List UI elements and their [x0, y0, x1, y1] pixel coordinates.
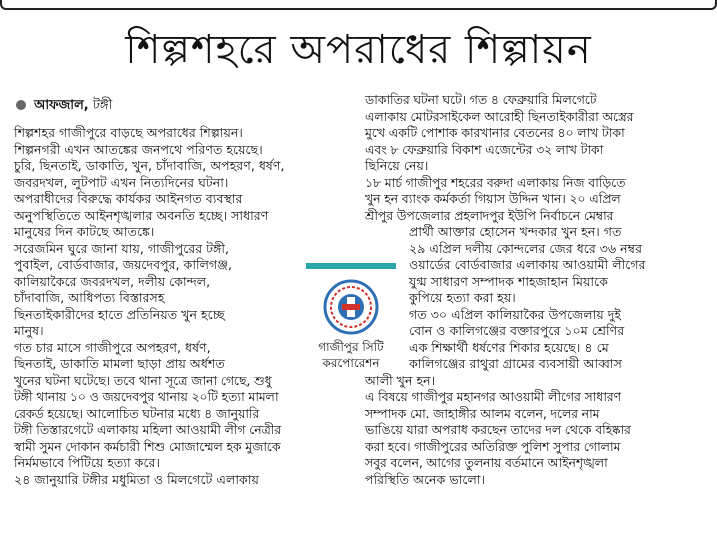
caption-line: গাজীপুর সিটি	[318, 340, 384, 354]
text-line: গত ৩০ এপ্রিল কালিয়াকৈর উপজেলায় দুই	[409, 306, 621, 322]
city-corporation-logo	[323, 279, 379, 335]
text-line: শ্রীপুর উপজেলার প্রহলাদপুর ইউপি নির্বাচনে মেম্বার	[365, 207, 614, 223]
text-line: মানুষ।	[14, 323, 44, 338]
logo-caption	[306, 339, 396, 371]
text-line: ওয়ার্ডের বোর্ডবাজার এলাকায় আওয়ামী লীগের	[409, 257, 646, 272]
text-line: টঙ্গী থানায় ১০ ও জয়দেবপুর থানায় ২০টি হত্যা মামলা	[14, 389, 279, 404]
text-line: আলী খুন হন।	[365, 372, 436, 388]
text-line: গত চার মাসে গাজীপুরে অপহরণ, ধর্ষণ,	[14, 339, 211, 355]
text-line: ছিনতাইকারীদের হাতে প্রতিনিয়ত খুন হচ্ছে	[14, 306, 225, 322]
text-line: সরেজমিন ঘুরে জানা যায়, গাজীপুরের টঙ্গী,	[14, 240, 229, 256]
text-line: অনুপস্থিতিতে আইনশৃঙ্খলার অবনতি হচ্ছে। সাধারণ	[14, 207, 269, 223]
text-line: ১৮ মার্চ গাজীপুর শহরের বরুদা এলাকায় নিজ বাড়িতে	[365, 174, 626, 190]
bullet-icon	[16, 100, 26, 110]
page-headline: শিল্পশহরে অপরাধের শিল্পায়ন	[125, 27, 592, 73]
text-line: সম্পাদক মো. জাহাঙ্গীর আলম বলেন, দলের নাম	[365, 405, 600, 421]
text-line: প্রার্থী আক্তার হোসেন খন্দকার খুন হন। গত	[409, 224, 622, 239]
text-line: ২৯ এপ্রিল দলীয় কোন্দলের জের ধরে ৩৬ নম্বর	[409, 240, 643, 256]
text-line: শিল্পনগরী এখন আতঙ্কের জনপথে পরিণত হয়েছে।	[14, 141, 263, 157]
text-line: রেকর্ড হয়েছে। আলোচিত ঘটনার মধ্যে ৪ জানুয়ারি	[14, 405, 260, 421]
text-line: ভাঙিয়ে যারা অপরাধ করছেন তাদের দল থেকে বহিষ্কার	[365, 422, 631, 437]
byline-author: আফজাল,	[34, 98, 89, 113]
text-line: চুরি, ছিনতাই, ডাকাতি, খুন, চাঁদাবাজি, অপহরণ, ধর্ষণ,	[14, 158, 285, 173]
text-line: এক শিক্ষার্থী ধর্ষণের শিকার হয়েছে। ৪ মে	[409, 339, 609, 355]
caption-line: করপোরেশন	[322, 356, 380, 370]
text-line: সবুর বলেন, আগের তুলনায় বর্তমানে আইনশৃঙ্খলা	[365, 455, 608, 470]
text-line: খুনের ঘটনা ঘটেছে। তবে থানা সূত্রে জানা গেছে, শুধু	[14, 372, 272, 388]
text-line: খুন হন ব্যাংক কর্মকর্তা গিয়াস উদ্দিন খান। ২০ এপ্রিল	[365, 191, 621, 206]
text-line: ছিনিয়ে নেয়।	[365, 158, 429, 173]
text-line: করা হবে। গাজীপুরের অতিরিক্ত পুলিশ সুপার গোলাম	[365, 438, 621, 454]
text-line: এবং ৮ ফেব্রুয়ারি বিকাশ এজেন্টের ৩২ লাখ টাকা	[365, 141, 604, 157]
text-line: টঙ্গী তিস্তারগেটে এলাকায় মহিলা আওয়ামী লীগ নেত্রীর	[14, 422, 281, 437]
byline-place: টঙ্গী	[92, 98, 113, 113]
emblem-icon	[323, 279, 379, 335]
text-line: জবরদখল, লুটপাট এখন নিত্যদিনের ঘটনা।	[14, 174, 229, 190]
text-line: শিল্পশহর গাজীপুরে বাড়ছে অপরাধের শিল্পায়ন।	[14, 125, 243, 140]
text-line: ছিনতাই, ডাকাতি মামলা ছাড়া প্রায় অর্ধশত	[14, 356, 225, 371]
text-line: এ বিষয়ে গাজীপুর মহানগর আওয়ামী লীগের সাধারণ	[365, 389, 621, 404]
text-line: পরিস্থিতি অনেক ভালো।	[365, 471, 486, 487]
text-line: অপরাধীদের বিরুদ্ধে কার্যকর আইনগত ব্যবস্থার	[14, 191, 243, 206]
text-line: কালিয়াকৈরে জবরদখল, দলীয় কোন্দল,	[14, 273, 211, 289]
text-line: কুপিয়ে হত্যা করা হয়।	[409, 290, 516, 305]
text-line: পুবাইল, বোর্ডবাজার, জয়দেবপুর, কালিগঞ্জ,	[14, 257, 233, 272]
text-line: কালিগঞ্জের রাথুরা গ্রামের ব্যবসায়ী আব্বাস	[409, 356, 622, 371]
text-line: ২৪ জানুয়ারি টঙ্গীর মধুমিতা ও মিলগেটে এলাকায়	[14, 471, 259, 487]
text-line: নির্মমভাবে পিটিয়ে হত্যা করে।	[14, 455, 160, 470]
byline	[16, 96, 112, 116]
text-line: চাঁদাবাজি, আধিপত্য বিস্তারসহ	[14, 290, 165, 305]
text-line: বোন ও কালিগঞ্জের বক্তারপুরে ১০ম শ্রেণির	[409, 323, 625, 338]
text-line: এলাকায় মোটরসাইকেল আরোহী ছিনতাইকারীরা অস্ত্রের	[365, 108, 634, 124]
text-line: যুগ্ম সাধারণ সম্পাদক শাহজাহান মিয়াকে	[409, 273, 608, 289]
article-column-right	[365, 92, 715, 488]
text-line: ডাকাতির ঘটনা ঘটে। গত ৪ ফেব্রুয়ারি মিলগেটে	[365, 92, 597, 107]
text-line: স্বামী সুমন দোকান কর্মচারী শিশু মোজাম্মেল হক মুজাকে	[14, 438, 281, 454]
accent-bar	[306, 263, 396, 269]
article-column-left	[14, 125, 354, 488]
photo-caption-box	[306, 263, 396, 381]
text-line: মানুষের দিন কাটছে আতঙ্কে।	[14, 224, 155, 239]
text-line: মুখে একটি পোশাক কারখানার বেতনের ৪০ লাখ টাকা	[365, 125, 625, 140]
top-border-rule	[0, 0, 717, 10]
